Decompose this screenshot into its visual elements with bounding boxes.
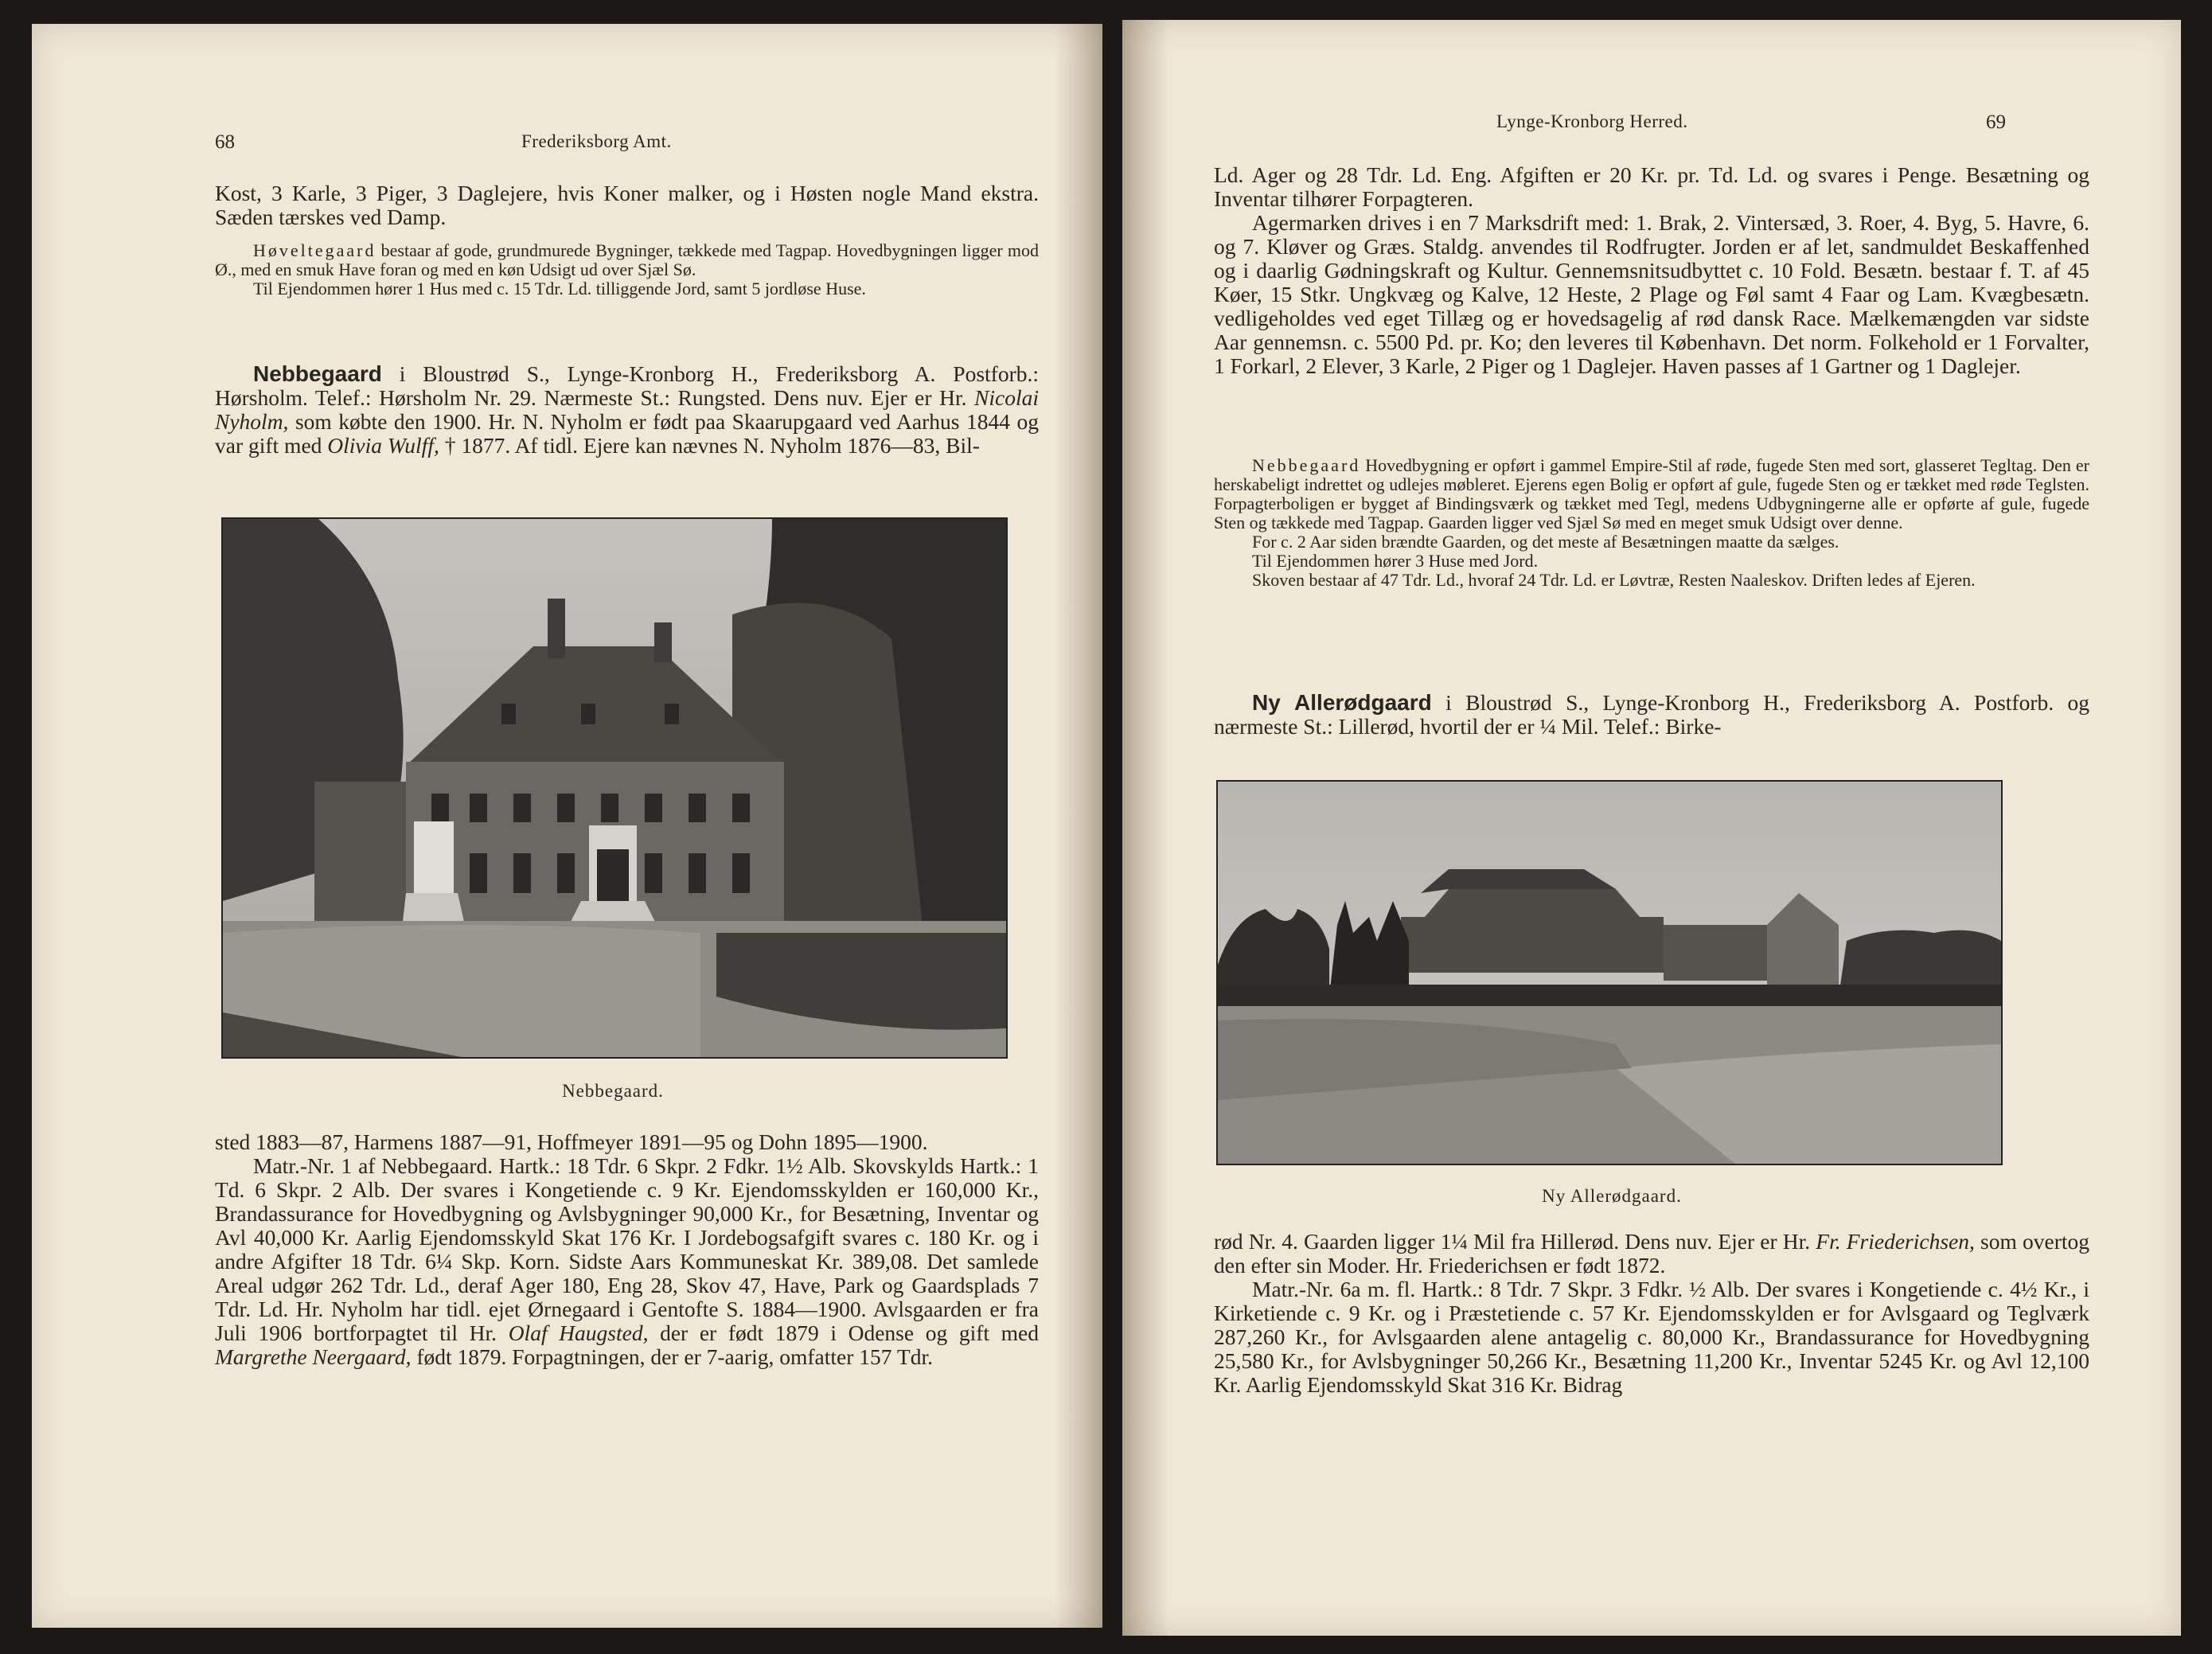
entry-title: Ny Allerødgaard: [1252, 690, 1432, 715]
owners-list: sted 1883—87, Harmens 1887—91, Hoffmeyer 1891—95 og Dohn 1895—1900.: [215, 1129, 928, 1154]
note-4: Skoven bestaar af 47 Tdr. Ld., hvoraf 24 Tdr. Ld. er Løvtræ, Resten Naaleskov. Driften ledes af Ejeren.: [1252, 570, 1976, 590]
entry-text: i Bloustrød S., Lynge-Kronborg H., Frederiksborg A. Postforb. og nærmeste St.: Lillerød, hvortil der er ¼ Mil. Telef.: Birke-: [1214, 690, 2089, 739]
ny-allerodgaard-illustration: [1218, 782, 2001, 1164]
page-gutter-shadow: [1055, 24, 1102, 1628]
nebbegaard-photo: [221, 517, 1008, 1059]
tenant-name: Olaf Haugsted,: [508, 1320, 649, 1345]
entry-ny-allerodgaard: [1214, 691, 2089, 739]
photo-caption: Ny Allerødgaard.: [1542, 1186, 1682, 1206]
photo-caption: Nebbegaard.: [562, 1081, 664, 1101]
paragraph-1: Ld. Ager og 28 Tdr. Ld. Eng. Afgiften er 20 Kr. pr. Td. Ld. og svares i Penge. Besætning og Inventar tilhører Forpagteren.: [1214, 162, 2089, 211]
matr-paragraph: Matr.-Nr. 6a m. fl. Hartk.: 8 Tdr. 7 Skpr. 3 Fdkr. ½ Alb. Der svares i Kongetiende c. 4½ Kr., i Kirketiende c. 9 Kr. og i Præstetiende c. 57 Kr. Ejendomsskylden er for Avlsgaard og Teglværk 287,260 Kr., for Avlsgaarden alene antagelig c. 80,000 Kr., Brandassurance for Hovedbygning 25,580 Kr., for Avlsbygninger 50,266 Kr., Besætning 11,200 Kr., Inventar 5245 Kr. og Avl 12,100 Kr. Aarlig Ejendomsskyld Skat 316 Kr. Bidrag: [1214, 1277, 2089, 1397]
top-paragraph: Kost, 3 Karle, 3 Piger, 3 Daglejere, hvis Koner malker, og i Høsten nogle Mand ekstra. Sæden tærskes ved Damp.: [215, 181, 1039, 229]
entry-continuation: [1214, 1230, 2089, 1397]
hovelte-word: Høveltegaard: [253, 240, 376, 260]
note-word: Nebbegaard: [1252, 455, 1361, 475]
nebbegaard-note: [1214, 456, 2089, 590]
right-top-text: [1214, 163, 2089, 378]
entry-text-1: i Bloustrød S., Lynge-Kronborg H., Frederiksborg A. Postforb.: Hørsholm. Telef.: Hørsholm Nr. 29. Nærmeste St.: Rungsted. Dens nuv. Ejer er Hr.: [215, 361, 1039, 410]
entry-continuation: [215, 1130, 1039, 1369]
cont-text-2: som overtog den efter sin Moder. Hr. Friederichsen er født 1872.: [1214, 1229, 2089, 1278]
owner-name: Nicolai Nyholm,: [215, 385, 1039, 434]
entry-text-3: † 1877. Af tidl. Ejere kan nævnes N. Nyholm 1876—83, Bil-: [439, 433, 980, 458]
right-page: [1122, 20, 2181, 1636]
wife-name: Olivia Wulff,: [327, 433, 439, 458]
entry-nebbegaard: [215, 362, 1039, 458]
page-number: 68: [215, 131, 235, 153]
ny-allerodgaard-photo: [1216, 780, 2003, 1165]
matr-text-3: født 1879. Forpagtningen, der er 7-aarig, omfatter 157 Tdr.: [411, 1344, 933, 1369]
note-3: Til Ejendommen hører 3 Huse med Jord.: [1252, 551, 1539, 571]
hovelte-note2: Til Ejendommen hører 1 Hus med c. 15 Tdr. Ld. tilliggende Jord, samt 5 jordløse Huse.: [253, 279, 866, 298]
matr-text-1: Matr.-Nr. 1 af Nebbegaard. Hartk.: 18 Tdr. 6 Skpr. 2 Fdkr. 1½ Alb. Skovskylds Hartk.: 1 Td. 6 Skpr. 2 Alb. Der svares i Kongetiende c. 9 Kr. Ejendomsskylden er 160,000 Kr., Brandassurance for Hovedbygning og Avlsbygninger 90,000 Kr., for Besætning, Inventar og Avl 40,000 Kr. Aarlig Ejendomsskyld Skat 176 Kr. I Jordebogsafgift svares c. 180 Kr. og i andre Afgifter 18 Tdr. 6¼ Skp. Korn. Sidste Aars Kommuneskat Kr. 389,08. Det samlede Areal udgør 262 Tdr. Ld., deraf Ager 180, Eng 28, Skov 47, Have, Park og Gaardsplads 7 Tdr. Ld. Hr. Nyholm har tidl. ejet Ørnegaard i Gentofte S. 1884—1900. Avlsgaarden er fra Juli 1906 bortforpagtet til Hr.: [215, 1153, 1039, 1345]
note-2: For c. 2 Aar siden brændte Gaarden, og det meste af Besætningen maatte da sælges.: [1252, 532, 1839, 552]
matr-text-2: der er født 1879 i Odense og gift med: [648, 1320, 1039, 1345]
note-1: Hovedbygning er opført i gammel Empire-Stil af røde, fugede Sten med sort, glasseret Tegltag. Den er herskabeligt indrettet og udlejes møbleret. Ejerens egen Bolig er opført af gule, fugede Sten og er tækket med røde Teglsten. Forpagterboligen er bygget af Bindingsværk og tækket med Tegl, medens Udbygningerne alle er opførte af gule, fugede Sten og tækkede med Tagpap. Gaarden ligger ved Sjæl Sø med en meget smuk Udsigt over denne.: [1214, 455, 2089, 532]
owner-name: Fr. Friederichsen,: [1816, 1229, 1975, 1254]
page-number: 69: [1986, 111, 2006, 133]
running-head: Lynge-Kronborg Herred.: [1496, 111, 1688, 131]
entry-title: Nebbegaard: [253, 361, 382, 386]
page-gutter-shadow: [1122, 20, 1170, 1636]
tenant-wife: Margrethe Neergaard,: [215, 1344, 412, 1369]
entry-text-2: som købte den 1900. Hr. N. Nyholm er født paa Skaarupgaard ved Aarhus 1844 og var gift med: [215, 409, 1039, 458]
paragraph-2: Agermarken drives i en 7 Marksdrift med: 1. Brak, 2. Vintersæd, 3. Roer, 4. Byg, 5. Havre, 6. og 7. Kløver og Græs. Staldg. anvendes til Rodfrugter. Jorden er af let, sandmuldet Beskaffenhed og i daarlig Gødningskraft og Kultur. Gennemsnitsudbyttet c. 10 Fold. Besætn. bestaar f. T. af 45 Køer, 15 Stkr. Ungkvæg og Kalve, 12 Heste, 2 Plage og Føl samt 4 Faar og Lam. Kvægbesætn. vedligeholdes ved eget Tillæg og er hovedsagelig af rød dansk Race. Mælkemængden var sidste Aar gennemsn. c. 5500 Pd. pr. Ko; den leveres til København. Det norm. Folkehold er 1 Forvalter, 1 Forkarl, 2 Elever, 3 Karle, 2 Piger og 1 Daglejer. Haven passes af 1 Gartner og 1 Daglejer.: [1214, 210, 2089, 378]
hovelte-note: [215, 241, 1039, 298]
nebbegaard-illustration: [223, 519, 1006, 1057]
running-head: Frederiksborg Amt.: [521, 131, 672, 151]
hovelte-note-text: bestaar af gode, grundmurede Bygninger, tækkede med Tagpap. Hovedbygningen ligger mod Ø., med en smuk Have foran og med en køn Udsigt ud over Sjæl Sø.: [215, 240, 1039, 279]
cont-text-1: rød Nr. 4. Gaarden ligger 1¼ Mil fra Hillerød. Dens nuv. Ejer er Hr.: [1214, 1229, 1816, 1254]
left-page: [32, 24, 1102, 1628]
